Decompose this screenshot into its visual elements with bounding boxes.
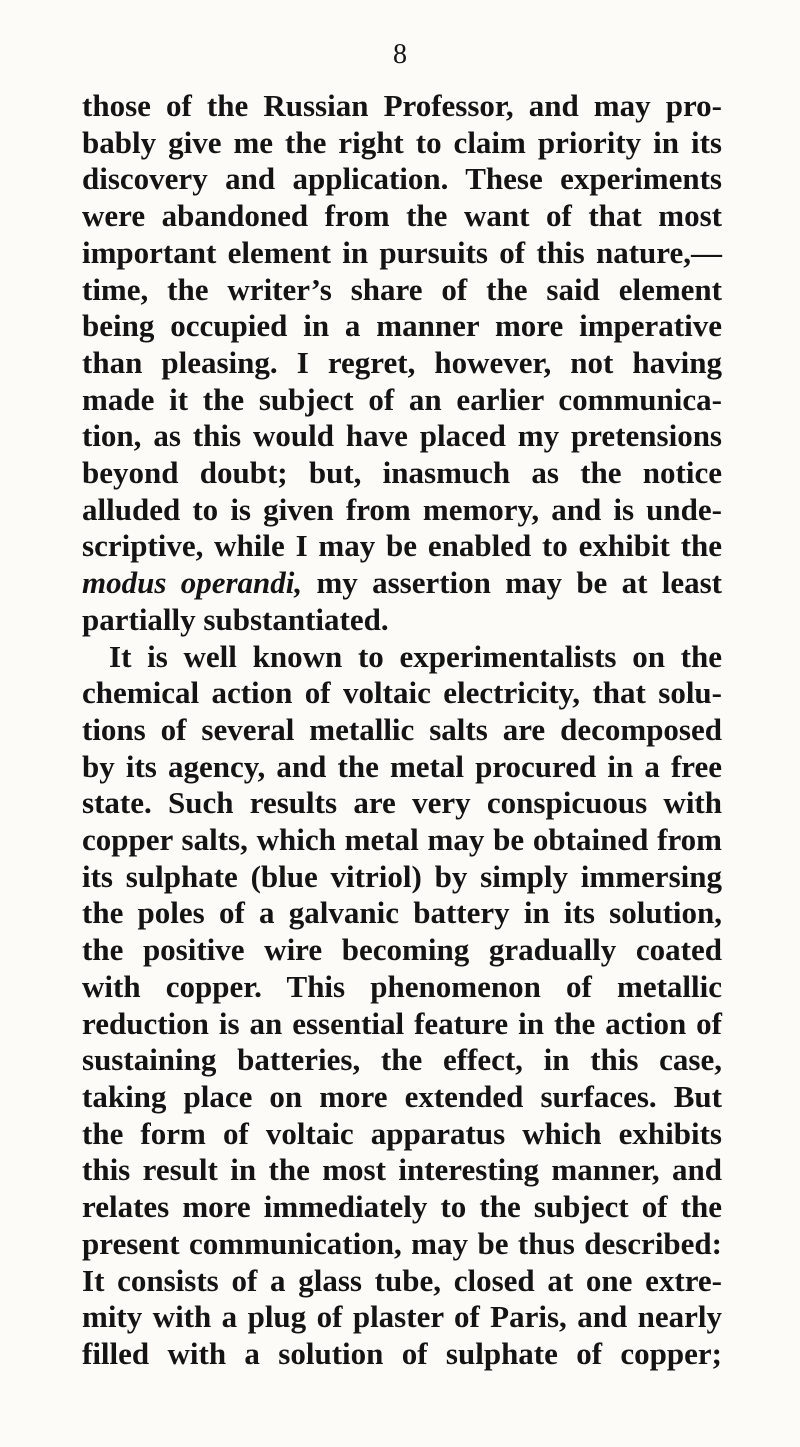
text-line: with copper. This phenomenon of metallic: [82, 968, 722, 1004]
text-line: tions of several metallic salts are decomposed: [82, 711, 722, 747]
text-line-with-italic: [82, 565, 722, 602]
text-line: copper salts, which metal may be obtained from: [82, 822, 722, 858]
text-line: state. Such results are very conspicuous with: [82, 785, 722, 821]
text-line: sustaining batteries, the effect, in this case,: [82, 1042, 722, 1078]
text-line: reduction is an essential feature in the action of: [82, 1005, 722, 1041]
italic-phrase: modus operandi,: [82, 565, 303, 601]
text-line: were abandoned from the want of that most: [82, 198, 722, 234]
text-line-paragraph-end: partially substantiated.: [82, 601, 389, 637]
text-line: made it the subject of an earlier communica-: [82, 381, 722, 417]
text-line: discovery and application. These experiments: [82, 161, 722, 197]
text-line: this result in the most interesting manner, and: [82, 1152, 722, 1188]
text-line: by its agency, and the metal procured in a free: [82, 748, 722, 784]
text-line: time, the writer’s share of the said element: [82, 271, 722, 307]
text-fragment: my assertion may be at least: [302, 565, 722, 601]
text-line: important element in pursuits of this nature,—: [82, 234, 722, 270]
text-line-paragraph-start: It is well known to experimentalists on the: [109, 638, 722, 674]
text-line: than pleasing. I regret, however, not having: [82, 344, 722, 380]
page-number: 8: [393, 39, 407, 70]
text-line: those of the Russian Professor, and may pro-: [82, 88, 722, 123]
text-line: the poles of a galvanic battery in its solution,: [82, 895, 722, 931]
text-line: alluded to is given from memory, and is unde-: [82, 491, 722, 527]
text-line: bably give me the right to claim priority in its: [82, 124, 722, 160]
text-line: its sulphate (blue vitriol) by simply immersing: [82, 858, 722, 894]
text-line: chemical action of voltaic electricity, that solu-: [82, 675, 722, 711]
text-line: the positive wire becoming gradually coated: [82, 932, 722, 968]
text-line: the form of voltaic apparatus which exhibits: [82, 1115, 722, 1151]
page-body-text: [82, 88, 722, 1373]
text-line: present communication, may be thus described:: [82, 1225, 722, 1261]
text-line: beyond doubt; but, inasmuch as the notice: [82, 455, 722, 491]
text-line: scriptive, while I may be enabled to exhibit the: [82, 528, 722, 564]
text-line: taking place on more extended surfaces. But: [82, 1078, 722, 1114]
text-line: tion, as this would have placed my pretensions: [82, 418, 722, 454]
text-line: filled with a solution of sulphate of copper;: [82, 1335, 722, 1371]
text-line: It consists of a glass tube, closed at one extre-: [82, 1262, 722, 1298]
text-line: mity with a plug of plaster of Paris, and nearly: [82, 1299, 722, 1335]
text-line: relates more immediately to the subject of the: [82, 1189, 722, 1225]
text-line: being occupied in a manner more imperative: [82, 308, 722, 344]
